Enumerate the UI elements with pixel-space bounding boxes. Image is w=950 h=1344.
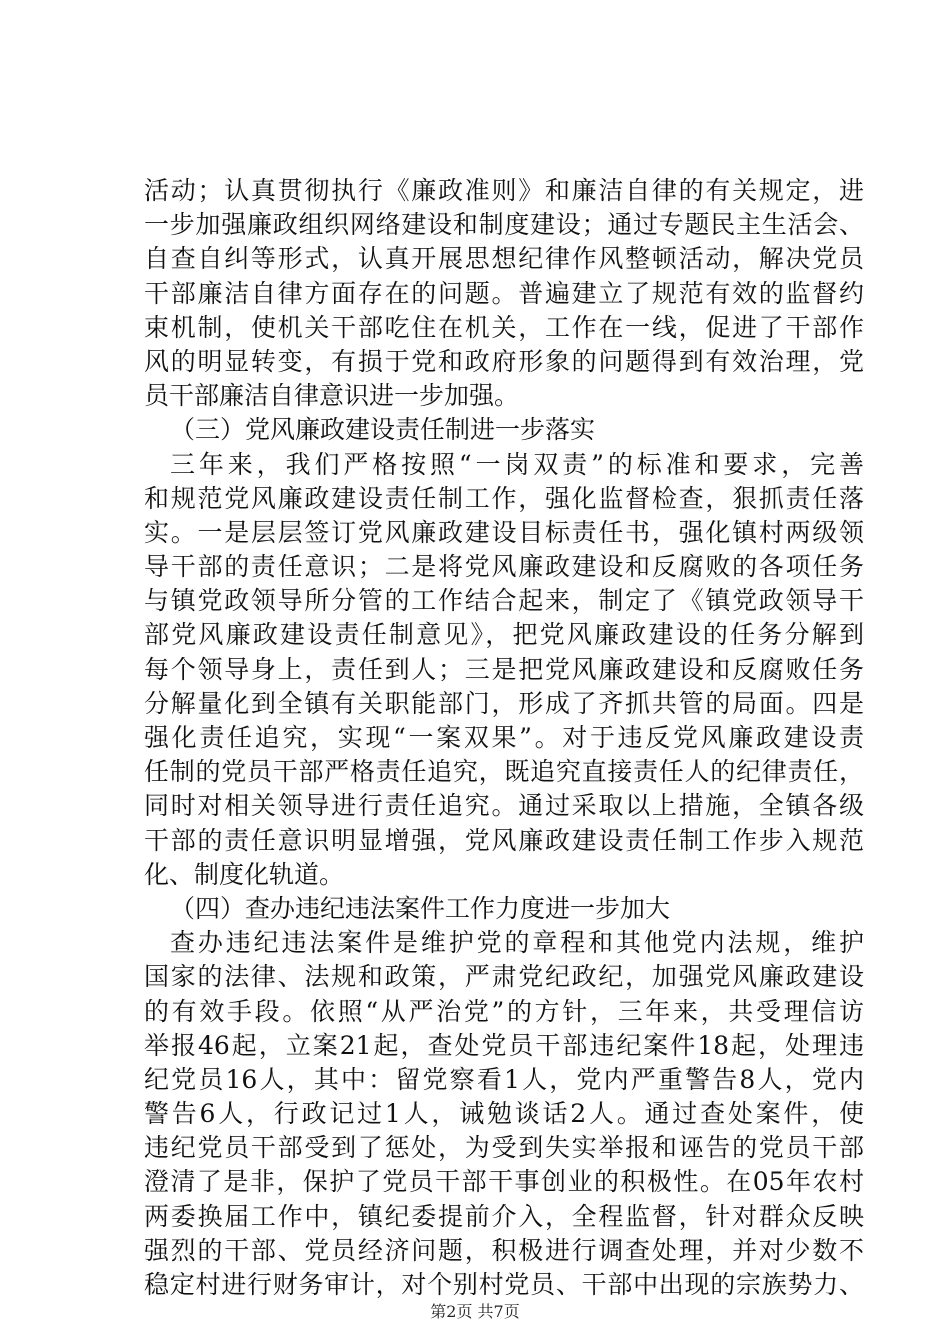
text-line: 违纪党员干部受到了惩处，为受到失实举报和诬告的党员干部: [144, 1133, 864, 1163]
text-line: 强烈的干部、党员经济问题，积极进行调查处理，并对少数不: [144, 1235, 864, 1265]
text-line: 与镇党政领导所分管的工作结合起来，制定了《镇党政领导干: [144, 586, 864, 616]
text-line: 任制的党员干部严格责任追究，既追究直接责任人的纪律责任，: [144, 757, 864, 787]
text-line: 自查自纠等形式，认真开展思想纪律作风整顿活动，解决党员: [144, 244, 864, 274]
text-line: 化、制度化轨道。: [144, 859, 345, 889]
text-line: 束机制，使机关干部吃住在机关，工作在一线，促进了干部作: [144, 312, 864, 342]
text-line: 纪党员16人，其中：留党察看1人，党内严重警告8人，党内: [144, 1064, 864, 1094]
text-line: 每个领导身上，责任到人；三是把党风廉政建设和反腐败任务: [144, 654, 864, 684]
text-line: 同时对相关领导进行责任追究。通过采取以上措施，全镇各级: [144, 791, 864, 821]
text-line: 和规范党风廉政建设责任制工作，强化监督检查，狠抓责任落: [144, 483, 864, 513]
text-line: 警告6人，行政记过1人，诫勉谈话2人。通过查处案件，使: [144, 1099, 864, 1129]
text-line: 国家的法律、法规和政策，严肃党纪政纪，加强党风廉政建设: [144, 962, 864, 992]
document-body: [144, 174, 864, 1302]
text-line: 干部廉洁自律方面存在的问题。普遍建立了规范有效的监督约: [144, 278, 864, 308]
text-line: 查办违纪违法案件是维护党的章程和其他党内法规，维护: [170, 928, 864, 958]
section-heading-4: （四）查办违纪违法案件工作力度进一步加大: [170, 893, 671, 923]
text-line: 部党风廉政建设责任制意见》，把党风廉政建设的任务分解到: [144, 620, 864, 650]
text-line: 实。一是层层签订党风廉政建设目标责任书，强化镇村两级领: [144, 517, 864, 547]
text-line: 强化责任追究，实现“一案双果”。对于违反党风廉政建设责: [144, 723, 864, 752]
text-line: 风的明显转变，有损于党和政府形象的问题得到有效治理，党: [144, 346, 864, 376]
page-footer: 第2页 共7页: [430, 1302, 520, 1321]
text-line: 稳定村进行财务审计，对个别村党员、干部中出现的宗族势力、: [144, 1270, 864, 1299]
text-line: 干部的责任意识明显增强，党风廉政建设责任制工作步入规范: [144, 825, 864, 855]
text-line: 举报46起，立案21起，查处党员干部违纪案件18起，处理违: [144, 1030, 864, 1060]
text-line: 澄清了是非，保护了党员干部干事创业的积极性。在05年农村: [144, 1167, 864, 1197]
section-heading-3: （三）党风廉政建设责任制进一步落实: [170, 415, 596, 445]
text-line: 两委换届工作中，镇纪委提前介入，全程监督，针对群众反映: [144, 1201, 864, 1231]
text-line: 活动；认真贯彻执行《廉政准则》和廉洁自律的有关规定，进: [144, 176, 864, 205]
text-line: 分解量化到全镇有关职能部门，形成了齐抓共管的局面。四是: [144, 688, 864, 718]
text-line: 导干部的责任意识；二是将党风廉政建设和反腐败的各项任务: [144, 552, 864, 582]
text-line: 的有效手段。依照“从严治党”的方针，三年来，共受理信访: [144, 996, 864, 1026]
text-line: 一步加强廉政组织网络建设和制度建设；通过专题民主生活会、: [144, 210, 864, 240]
text-line: 员干部廉洁自律意识进一步加强。: [144, 381, 520, 411]
text-line: 三年来，我们严格按照“一岗双责”的标准和要求，完善: [170, 449, 864, 479]
